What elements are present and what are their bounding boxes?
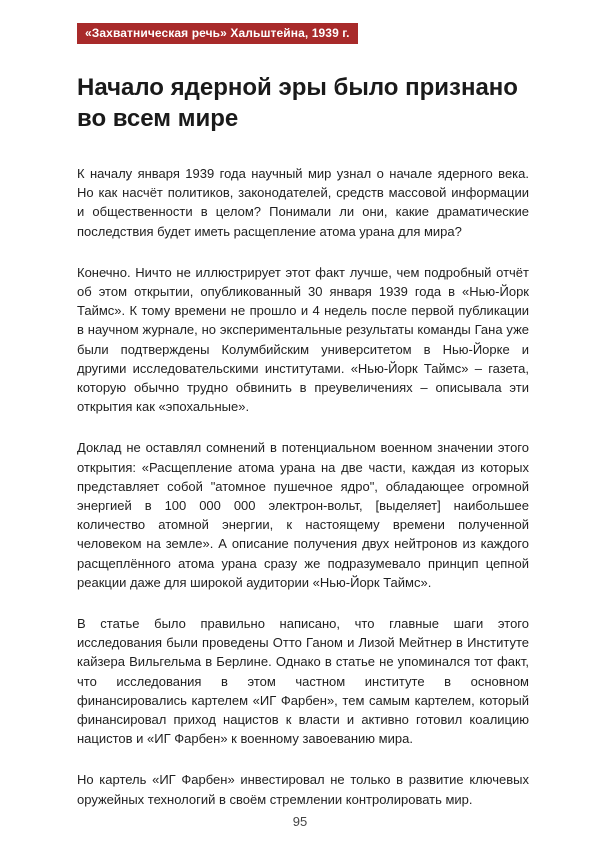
paragraph: В статье было правильно написано, что главные шаги этого исследования были проведены Отто Ганом и Лизой Мейтнер в Институте кайзера Вильгельма в Берлине. Однако в статье не упоминался тот факт, что исследования в этом частном институте в основном финансировались картелем «ИГ Фарбен», тем самым картелем, который финансировал приход нацистов к власти и активно готовил коалицию нацистов и «ИГ Фарбен» к военному завоеванию мира. [77,616,529,747]
paragraph: Конечно. Ничто не иллюстрирует этот факт лучше, чем подробный отчёт об этом открытии, опубликованный 30 января 1939 года в «Нью-Йорк Таймс». К тому времени не прошло и 4 недель после первой публикации в научном журнале, но экспериментальные результаты команды Гана уже были подтверждены Колумбийским университетом в Нью-Йорке и другими исследовательскими институтами. «Нью-Йорк Таймс» – газета, которую обычно трудно обвинить в преувеличениях – описывала эти открытия как «эпохальные». [77,264,529,415]
paragraph: Доклад не оставлял сомнений в потенциальном военном значении этого открытия: «Расщепление атома урана на две части, каждая из которых представляет собой "атомное пушечное ядро", обладающее огромной энергией в 100 000 000 электрон-вольт, [выделяет] наибольшее количество атомной энергии, к настоящему времени полученной человеком на земле». А описание получения двух нейтронов из каждого расщеплённого атома урана сразу же подразумевало принцип цепной реакции даже для широкой аудитории «Нью-Йорк Таймс». [77,440,529,590]
article-title: Начало ядерной эры было признано во всем мире [77,74,518,132]
paragraph: Но картель «ИГ Фарбен» инвестировал не только в развитие ключевых оружейных технологий в своём стремлении контролировать мир. [77,772,529,807]
page-number: 95 [292,814,308,829]
section-banner: «Захватническая речь» Хальштейна, 1939 г. [77,23,358,44]
article-body [77,164,529,831]
paragraph: К началу января 1939 года научный мир узнал о начале ядерного века. Но как насчёт политиков, законодателей, средств массовой информации и общественности в целом? Понимали ли они, какие драматические последствия будет иметь расщепление атома урана для мира? [77,166,529,239]
